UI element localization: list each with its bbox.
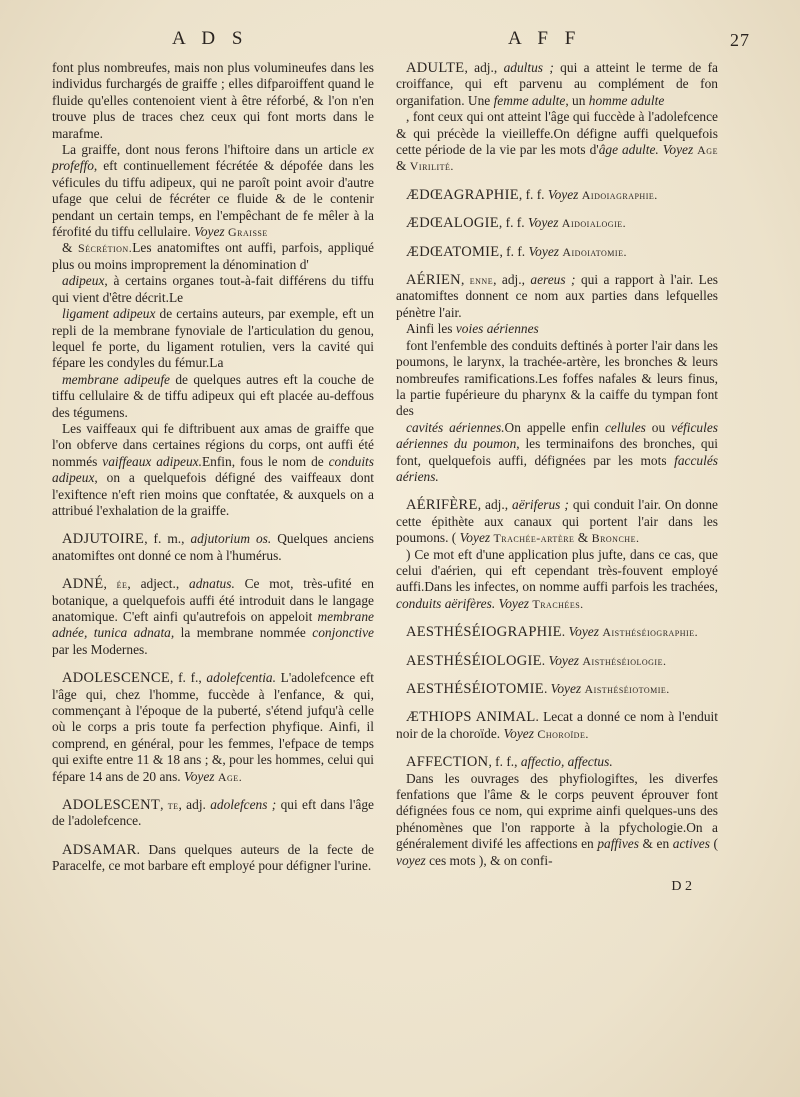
headword: ADOLESCENCE xyxy=(62,670,171,687)
entry-text: qui a atteint le terme de fa croiffance, qui eft parvenu au complément de fon organifation. Une xyxy=(396,60,718,108)
dictionary-entry-adulte xyxy=(396,60,718,175)
headword: ADNÉ xyxy=(62,576,104,593)
running-header xyxy=(60,28,750,54)
italic-text: membrane adipeufe xyxy=(62,371,170,387)
entry-paragraph xyxy=(396,624,718,640)
entry-paragraph xyxy=(396,497,718,546)
entry-text: On appelle enfin xyxy=(504,419,605,435)
entry-text: qui conduit l'air. On donne cette épithète aux canaux qui portent l'air dans les poumons. ( xyxy=(396,497,718,546)
left-column xyxy=(52,60,374,887)
dictionary-entry-aestheseiologie xyxy=(396,653,718,669)
dictionary-entry-adjutoire xyxy=(52,531,374,564)
italic-text: adolefcentia. xyxy=(206,670,276,686)
italic-text: Voyez xyxy=(568,624,599,640)
entry-text: Enfin, fous le nom de xyxy=(201,453,329,469)
italic-text: cellules xyxy=(604,419,646,435)
entry-text: & xyxy=(574,530,592,546)
headword: ÆDŒATOMIE xyxy=(406,243,500,260)
italic-text: Voyez xyxy=(503,725,534,741)
cross-reference: Graisse xyxy=(228,225,268,240)
entry-paragraph xyxy=(396,272,718,321)
dictionary-entry-aedoealogie xyxy=(396,215,718,231)
entry-paragraph xyxy=(52,576,374,658)
cross-reference: Aidoiatomie. xyxy=(562,244,627,259)
italic-text: Voyez xyxy=(194,224,225,240)
italic-text: voyez xyxy=(396,852,426,868)
signature-mark: D 2 xyxy=(671,879,692,895)
entry-text: de certains auteurs, par exemple, eft un repli de la membrane fynoviale de l'articulation du genou, lequel fe porte, du ligament rotulien, vers la cavité qui fépare les condyles du fémur. xyxy=(52,306,374,371)
headword: AESTHÉSÉIOLOGIE xyxy=(406,652,542,669)
italic-text: adolefcens ; xyxy=(210,797,277,813)
entry-text: Les foffes nafales & leurs finus, la partie fupérieure du pharynx & la caiffe du tympan font des xyxy=(396,370,718,419)
headword: ÆDŒALOGIE xyxy=(406,215,499,232)
italic-text: Voyez xyxy=(528,243,559,259)
dictionary-entry-adne xyxy=(52,576,374,658)
entry-text: , xyxy=(103,576,117,592)
entry-text: , un xyxy=(565,92,589,108)
entry-text: . xyxy=(541,652,549,668)
entry-paragraph xyxy=(52,670,374,785)
entry-text: , xyxy=(160,797,168,813)
cross-reference: Choroïde. xyxy=(537,726,589,741)
entry-paragraph xyxy=(396,709,718,742)
entry-paragraph xyxy=(52,372,374,421)
cross-reference: enne xyxy=(469,273,494,288)
entry-paragraph xyxy=(52,421,374,519)
entry-text: L'adolefcence eft l'âge qui, chez l'homme, fuccède à l'enfance, & qui, commençant à l'époque de la puberté, s'étend jufqu'à celle où le corps a pris toute fa perfection phyfique. Ainfi, il comprend, en général, pour les femmes, l'efpace de temps qui exifte entre 11 & 18 ans ; &, pour les hommes, celui qui fépare 14 ans de 20 ans. xyxy=(52,670,374,784)
entry-text: Dans les infectes, on nomme auffi parfois les trachées, xyxy=(424,579,718,595)
entry-text: Les vaiffeaux qui fe diftribuent aux amas de graiffe que l'on obferve dans certaines régions du corps, ont auffi été nommés xyxy=(52,420,374,469)
entry-paragraph xyxy=(52,842,374,875)
italic-text: Voyez xyxy=(547,186,579,202)
italic-text: véficules aériennes du poumon xyxy=(396,419,718,452)
cross-reference: Age xyxy=(697,143,718,158)
dictionary-entry-aethiops xyxy=(396,709,718,742)
entry-text: qui a rapport à l'air. Les anatomiftes donnent ce nom aux parties dans lefquelles pénètre l'air. xyxy=(396,272,719,320)
entry-text: Quelques anciens anatomiftes ont donné ce nom à l'humérus. xyxy=(52,531,374,563)
cross-reference: Bronche. xyxy=(591,531,640,546)
entry-text: ou xyxy=(645,419,672,435)
entry-paragraph xyxy=(52,531,374,564)
entry-text: Dans les ouvrages des phyfiologiftes, les diverfes fenfations que l'âme & le corps peuvent éprouver font défignées fous ce nom, qui exprime ainfi quelques-uns des phénomènes que l'on rapporte à la pfychologie. xyxy=(396,770,718,835)
entry-text: & xyxy=(62,240,78,256)
entry-paragraph xyxy=(396,547,718,613)
entry-text: , f. f., xyxy=(488,754,521,770)
entry-text: Le xyxy=(168,289,184,305)
entry-paragraph xyxy=(396,321,718,337)
headword: AÉRIFÈRE xyxy=(406,497,478,514)
entry-text: ) Ce mot eft d'une application plus jufte, dans ce cas, que celui d'aérien, qui eft cependant très-fouvent employé auffi. xyxy=(396,546,718,595)
entry-text: La graiffe, dont nous ferons l'hiftoire dans un article xyxy=(62,142,363,158)
entry-text: qui eft dans l'âge de l'adolefcence. xyxy=(52,797,375,829)
italic-text: Voyez xyxy=(184,768,215,784)
headword: ADSAMAR xyxy=(62,841,137,858)
entry-paragraph xyxy=(52,797,374,830)
headword: AESTHÉSÉIOGRAPHIE xyxy=(406,624,562,641)
entry-text: par les Modernes. xyxy=(52,641,148,657)
italic-text: actives xyxy=(672,836,710,852)
entry-text: , à certains organes tout-à-fait différens du tiffu qui vient d'être décrit. xyxy=(52,273,374,305)
headword: ÆTHIOPS ANIMAL xyxy=(406,709,536,726)
italic-text: conjonctive xyxy=(312,625,374,641)
entry-paragraph xyxy=(396,109,718,175)
cross-reference: Aisthéséiographie. xyxy=(602,625,699,640)
cross-reference: te xyxy=(167,798,179,813)
entry-text: font l'enfemble des conduits deftinés à porter l'air dans les poumons, le larynx, la trachée-artère, les bronches & leurs nombreufes ramifications. xyxy=(396,337,718,386)
headword: AFFECTION xyxy=(406,754,489,771)
entry-text: Ce mot, très-ufité en botanique, a quelquefois auffi été introduit dans le langage anatomique. C'eft ainfi qu'autrefois on appeloit xyxy=(52,576,374,624)
italic-text: voies aériennes xyxy=(455,321,539,337)
entry-paragraph xyxy=(396,187,718,203)
entry-text: , les terminaifons des bronches, qui font, quelquefois auffi, défignées par les mots xyxy=(396,436,718,468)
italic-text: adnatus. xyxy=(189,576,235,592)
dictionary-entry-adsamar xyxy=(52,842,374,875)
entry-paragraph xyxy=(52,273,374,306)
dictionary-entry-affection xyxy=(396,754,718,869)
entry-text: La xyxy=(209,355,224,371)
header-right-keyword: A F F xyxy=(508,28,582,49)
italic-text: conduits adipeux xyxy=(52,453,374,486)
entry-text: , f. f. xyxy=(498,215,528,231)
cross-reference: Age. xyxy=(217,769,243,784)
cross-reference: Aisthéséiotomie. xyxy=(584,682,670,696)
italic-text: ligament adipeux xyxy=(62,306,156,322)
entry-text: . Lecat a donné ce nom à l'enduit noir de la choroïde. xyxy=(396,709,718,741)
dictionary-entry-aerifere xyxy=(396,497,718,612)
entry-text: On a généralement divifé les affections en xyxy=(396,819,718,852)
entry-text: . xyxy=(543,681,551,696)
italic-text: Voyez xyxy=(527,215,559,231)
entry-text: de quelques autres eft la couche de tiffu cellulaire & de tiffu adipeux qui eft placée au-deffous des tégumens. xyxy=(52,371,374,420)
entry-text: , adj. xyxy=(178,797,211,813)
entry-text: , font ceux qui ont atteint l'âge qui fuccède à l'adolefcence & qui précède la vieilleffe. xyxy=(396,109,718,141)
dictionary-entry-adolescent xyxy=(52,797,374,830)
entry-text: , f. f. xyxy=(499,243,529,259)
dictionary-entry-aerien xyxy=(396,272,718,485)
entry-text: On défigne auffi quelquefois cette période de la vie par les mots d' xyxy=(396,125,718,158)
entry-text: ( xyxy=(709,836,718,852)
page-number: 27 xyxy=(730,30,750,50)
right-column xyxy=(396,60,718,895)
entry-text: , eft continuellement fécrétée & dépofée dans les véficules du tiffu adipeux, qui ne paroît point avoir d'autre ufage que celui de fécréter ce fluide & de le contenir pendant un certain temps, en l'empêchant de fe mêler à la férofité du tiffu cellulaire. xyxy=(52,158,374,240)
entry-text: , f. f. xyxy=(518,186,548,202)
headword: ÆDŒAGRAPHIE xyxy=(406,186,519,203)
italic-text: facculés aériens. xyxy=(396,452,718,484)
entry-paragraph xyxy=(396,215,718,231)
entry-paragraph xyxy=(52,60,374,142)
entry-paragraph xyxy=(52,240,374,273)
entry-text: , adject., xyxy=(127,576,190,592)
cross-reference: Aidoialogie. xyxy=(561,216,627,231)
entry-text: , f. m., xyxy=(144,531,191,547)
italic-text: aereus ; xyxy=(530,272,576,288)
entry-text: & en xyxy=(638,836,673,852)
dictionary-entry-aestheseiotomie xyxy=(396,681,718,697)
cross-reference: Aidoiagraphie. xyxy=(581,187,658,202)
dictionary-entry-aedoeagraphie xyxy=(396,187,718,203)
italic-text: paffives xyxy=(597,836,639,852)
entry-paragraph xyxy=(396,420,718,486)
italic-text: Voyez xyxy=(459,530,491,546)
dictionary-entry-adipeux-cont xyxy=(52,60,374,519)
italic-text: cavités aériennes. xyxy=(406,419,505,435)
cross-reference: ée xyxy=(116,577,128,592)
italic-text: homme adulte xyxy=(588,92,665,108)
entry-text: . xyxy=(561,624,569,640)
italic-text: ex profeffo xyxy=(52,142,374,174)
italic-text: membrane adnée, tunica adnata, xyxy=(52,609,374,641)
cross-reference: Virilité. xyxy=(409,159,454,174)
headword: ADOLESCENT xyxy=(62,797,161,814)
entry-paragraph xyxy=(396,244,718,260)
entry-text: Les anatomiftes ont auffi, parfois, appliqué plus ou moins improprement la dénomination d' xyxy=(52,240,374,272)
entry-text: Ainfi les xyxy=(406,321,456,337)
header-left-keyword: A D S xyxy=(172,28,249,49)
entry-text: , on a quelquefois défigné des vaiffeaux dont l'exiftence n'eft rien moins que conftatée, & auxquels on a attribué l'exhalation de la graiffe. xyxy=(52,470,374,518)
entry-paragraph xyxy=(52,142,374,240)
entry-text: ces mots ), & on confi- xyxy=(425,852,553,868)
italic-text: adultus ; xyxy=(503,60,554,75)
italic-text: adipeux xyxy=(62,273,105,289)
cross-reference: Trachées. xyxy=(532,596,584,611)
italic-text: affectio, affectus. xyxy=(520,754,613,770)
headword: ADULTE xyxy=(406,60,465,76)
entry-text: . Dans quelques auteurs de la fecte de Paracelfe, ce mot barbare eft employé pour défigner l'urine. xyxy=(52,841,374,874)
entry-text: , adj., xyxy=(493,272,531,288)
entry-text: la membrane nommée xyxy=(174,625,313,641)
italic-text: âge adulte. Voyez xyxy=(598,142,694,158)
cross-reference: Aisthéséiologie. xyxy=(582,653,667,668)
italic-text: vaiffeaux adipeux. xyxy=(102,453,202,469)
entry-paragraph xyxy=(396,338,718,420)
entry-text: & xyxy=(396,158,410,174)
entry-text: , f. f., xyxy=(170,670,207,686)
dictionary-entry-aestheseiographie xyxy=(396,624,718,640)
entry-paragraph xyxy=(396,60,718,109)
entry-text: , adj., xyxy=(464,60,504,75)
dictionary-entry-adolescence xyxy=(52,670,374,785)
italic-text: conduits aërifères. Voyez xyxy=(396,595,530,611)
entry-text: , xyxy=(460,272,470,288)
headword: AESTHÉSÉIOTOMIE xyxy=(406,681,544,697)
entry-text: font plus nombreufes, mais non plus volumineufes dans les individus furchargés de graiffe ; elles difparoiffent quand le fluide qu'elles contenoient vient à être réforbé, & l'on n'en trouve plus de traces chez ceux qui font morts dans le marafme. xyxy=(52,60,374,141)
headword: AÉRIEN xyxy=(406,272,461,289)
italic-text: aëriferus ; xyxy=(512,497,569,513)
entry-paragraph xyxy=(396,681,718,697)
entry-text: , adj., xyxy=(477,497,513,513)
headword: ADJUTOIRE xyxy=(62,531,145,548)
italic-text: Voyez xyxy=(550,681,582,696)
entry-paragraph xyxy=(396,754,718,770)
entry-paragraph xyxy=(52,306,374,372)
cross-reference: Sécrétion. xyxy=(77,241,133,256)
entry-paragraph xyxy=(396,653,718,669)
italic-text: femme adulte xyxy=(493,92,566,108)
italic-text: adjutorium os. xyxy=(190,531,272,547)
dictionary-entry-aedoeatomie xyxy=(396,244,718,260)
entry-paragraph xyxy=(396,771,718,869)
italic-text: Voyez xyxy=(548,652,579,668)
cross-reference: Trachée-artère xyxy=(493,531,575,546)
